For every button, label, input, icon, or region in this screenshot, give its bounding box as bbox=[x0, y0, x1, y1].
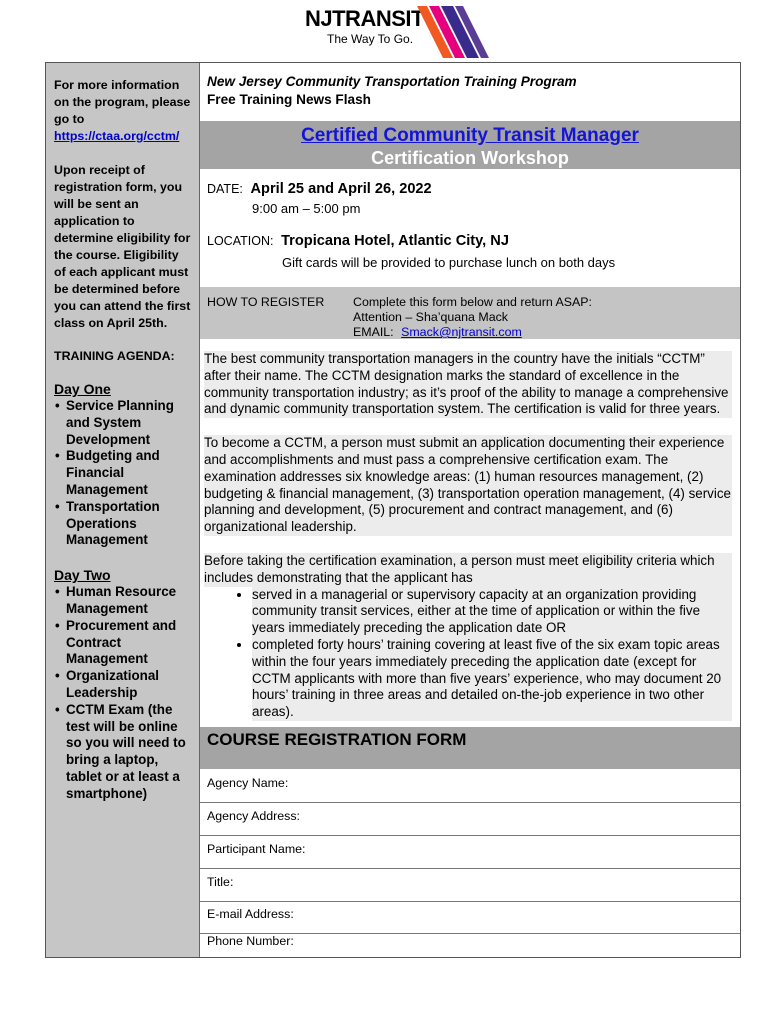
list-item: • CCTM Exam (the test will be online so you will need to bring a laptop, tablet or at least a smartphone) bbox=[66, 702, 191, 803]
participant-name-field[interactable] bbox=[200, 836, 740, 869]
list-item: • Human Resource Management bbox=[66, 584, 191, 618]
time-value: 9:00 am – 5:00 pm bbox=[252, 201, 361, 216]
paragraph-requirements: To become a CCTM, a person must submit an application documenting their experience and accomplishments and must pass a comprehensive certification exam. The examination addresses six knowledge areas: (1) human resources management, (2) budgeting & financial management, (3) transportation operation management, (4) service planning and development, (5) procurement and contract management, and (6) organizational leadership. bbox=[204, 435, 731, 535]
ctaa-link[interactable]: https://ctaa.org/cctm/ bbox=[54, 129, 180, 143]
field-label: E-mail Address: bbox=[207, 907, 294, 921]
page-subtitle: Certification Workshop bbox=[371, 148, 569, 168]
agency-address-field[interactable] bbox=[200, 803, 740, 836]
register-label: HOW TO REGISTER bbox=[207, 295, 325, 309]
day-two-heading: Day Two bbox=[54, 567, 111, 584]
agenda-title: TRAINING AGENDA: bbox=[54, 349, 175, 363]
location-value: Tropicana Hotel, Atlantic City, NJ bbox=[281, 233, 509, 249]
phone-field[interactable] bbox=[200, 928, 740, 960]
program-title: New Jersey Community Transportation Training Program bbox=[207, 74, 577, 89]
logo-brand: NJTRANSIT bbox=[305, 6, 424, 31]
register-attention: Attention – Sha’quana Mack bbox=[353, 310, 508, 324]
field-label: Agency Name: bbox=[207, 776, 289, 790]
logo-tagline: The Way To Go. bbox=[327, 32, 414, 46]
location-row bbox=[207, 233, 509, 249]
field-label: Participant Name: bbox=[207, 842, 306, 856]
eligibility-list bbox=[204, 587, 732, 721]
flyer-frame bbox=[45, 62, 741, 958]
field-label: Title: bbox=[207, 875, 234, 889]
day-one-heading: Day One bbox=[54, 381, 111, 397]
date-value: April 25 and April 26, 2022 bbox=[250, 181, 432, 197]
form-title: COURSE REGISTRATION FORM bbox=[207, 730, 467, 749]
day-one-list bbox=[54, 398, 191, 549]
logo-stripes-icon bbox=[411, 6, 491, 58]
main-content bbox=[200, 63, 740, 957]
list-item: • completed forty hours’ training covering at least five of the six exam topic areas within the four years immediately preceding the application date (except for CCTM applicants with more than five years’ experience, who may document 20 hours’ training in three areas and detailed on-the-job experience in two other areas). bbox=[252, 637, 732, 721]
email-link[interactable]: Smack@njtransit.com bbox=[401, 325, 522, 339]
how-to-register bbox=[200, 287, 740, 339]
lunch-note: Gift cards will be provided to purchase lunch on both days bbox=[282, 255, 616, 270]
location-label: LOCATION: bbox=[207, 234, 274, 248]
email-label: EMAIL: bbox=[353, 325, 394, 339]
field-label: Phone Number: bbox=[207, 934, 294, 948]
njtransit-logo bbox=[305, 6, 490, 58]
paragraph-intro: The best community transportation managers in the country have the initials “CCTM” after their name. The CCTM designation marks the standard of excellence in the community transportation industry; as it’s proof of the ability to manage a comprehensive and dynamic community transportation system. The certification is valid for three years. bbox=[204, 351, 732, 418]
field-label: Agency Address: bbox=[207, 809, 300, 823]
paragraph-eligibility: Before taking the certification examination, a person must meet eligibility criteria which includes demonstrating that the applicant has bbox=[204, 553, 732, 587]
sidebar-intro: For more information on the program, please go to bbox=[54, 78, 191, 126]
sidebar bbox=[46, 63, 200, 957]
list-item: • Budgeting and Financial Management bbox=[66, 448, 191, 498]
list-item: • Service Planning and System Development bbox=[66, 398, 191, 448]
date-row bbox=[207, 181, 432, 197]
page-title[interactable]: Certified Community Transit Manager bbox=[301, 125, 639, 146]
list-item: • Procurement and Contract Management bbox=[66, 618, 191, 668]
description bbox=[204, 351, 732, 721]
day-two-list bbox=[54, 584, 191, 802]
date-label: DATE: bbox=[207, 182, 243, 196]
list-item: • Organizational Leadership bbox=[66, 668, 191, 702]
agency-name-field[interactable] bbox=[200, 770, 740, 803]
title-field[interactable] bbox=[200, 869, 740, 902]
title-band bbox=[200, 121, 740, 169]
list-item: • Transportation Operations Management bbox=[66, 499, 191, 549]
sidebar-receipt: Upon receipt of registration form, you will be sent an application to determine eligibility for the course. Eligibility of each applicant must be determined before you can attend the first class on April 25th. bbox=[54, 163, 191, 330]
register-instruction: Complete this form below and return ASAP: bbox=[353, 295, 592, 309]
list-item: • served in a managerial or supervisory capacity at an organization providing community transit services, either at the time of application or within the five years immediately preceding the application date OR bbox=[252, 587, 732, 637]
news-flash: Free Training News Flash bbox=[207, 92, 371, 107]
form-header bbox=[200, 727, 740, 769]
